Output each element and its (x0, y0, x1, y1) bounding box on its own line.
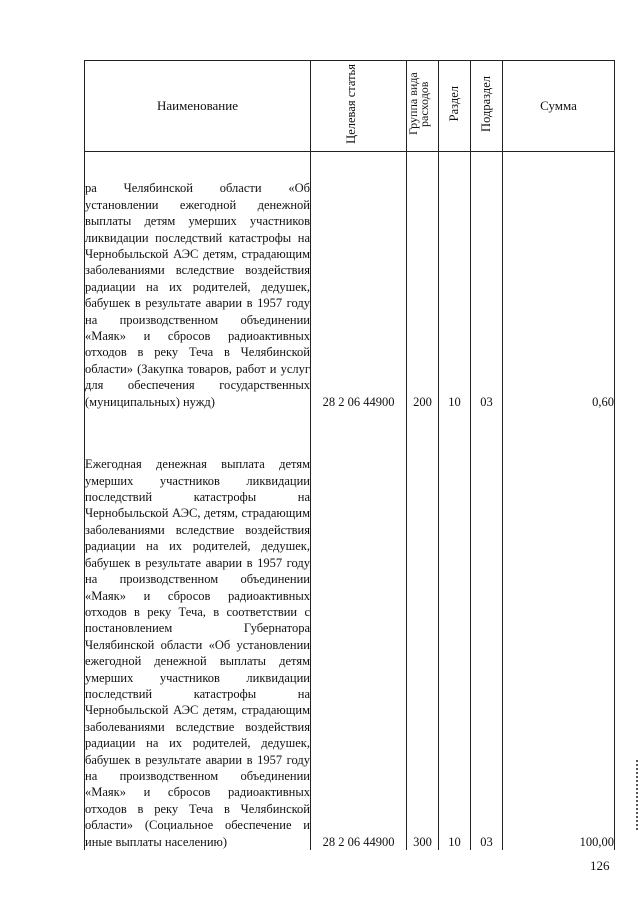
header-subsection (471, 61, 503, 152)
row-section: 10 (439, 152, 471, 411)
row-target-article: 28 2 06 44900 (311, 152, 407, 411)
header-target-article-label: Целевая статья (343, 64, 358, 144)
row-subsection: 03 (471, 410, 503, 850)
row-target-article: 28 2 06 44900 (311, 410, 407, 850)
table-header-row (85, 61, 615, 152)
header-target-article (311, 61, 407, 152)
row-amount: 100,00 (503, 410, 615, 850)
header-section (439, 61, 471, 152)
header-amount-label: Сумма (540, 98, 577, 113)
header-expense-group-label: Группа вида расходов (405, 72, 431, 136)
budget-table (84, 60, 615, 850)
table-row (85, 410, 615, 850)
header-expense-group (407, 61, 439, 152)
row-expense-group: 300 (407, 410, 439, 850)
header-section-label: Раздел (447, 86, 461, 122)
row-expense-group: 200 (407, 152, 439, 411)
scan-edge-marks (636, 760, 640, 830)
row-description: Ежегодная денежная выплата детям умерших участников ликвидации последствий катастрофы на Чернобыльской АЭС, детям, страдающим заболеваниями вследствие воздействия радиации на их родителей, дедушек, бабушек в результате аварии в 1957 году на производственном объединении «Маяк» и сбросов радиоактивных отходов в реку Теча, в соответствии с постановлением Губернатора Челябинской области «Об установлении ежегодной денежной выплаты детям умерших участников ликвидации последствий катастрофы на Чернобыльской АЭС детям, страдающим заболеваниями вследствие воздействия радиации на их родителей, дедушек, бабушек в результате аварии в 1957 году на производственном объединении «Маяк» и сбросов радиоактивных отходов в реку Теча в Челябинской области» (Социальное обеспечение и иные выплаты населению) (85, 410, 311, 850)
page-number: 126 (590, 858, 610, 873)
row-amount: 0,60 (503, 152, 615, 411)
header-name-label: Наименование (157, 98, 238, 113)
row-section: 10 (439, 410, 471, 850)
header-amount (503, 61, 615, 152)
row-subsection: 03 (471, 152, 503, 411)
table-row (85, 152, 615, 411)
header-name (85, 61, 311, 152)
row-description: ра Челябинской области «Об установлении ежегодной денежной выплаты детям умерших участников ликвидации последствий катастрофы на Чернобыльской АЭС детям, страдающим заболеваниями вследствие воздействия радиации на их родителей, дедушек, бабушек в результате аварии в 1957 году на производственном объединении «Маяк» и сбросов радиоактивных отходов в реку Теча в Челябинской области» (Закупка товаров, работ и услуг для обеспечения государственных (муниципальных) нужд) (85, 152, 311, 411)
header-subsection-label: Подраздел (479, 76, 493, 132)
